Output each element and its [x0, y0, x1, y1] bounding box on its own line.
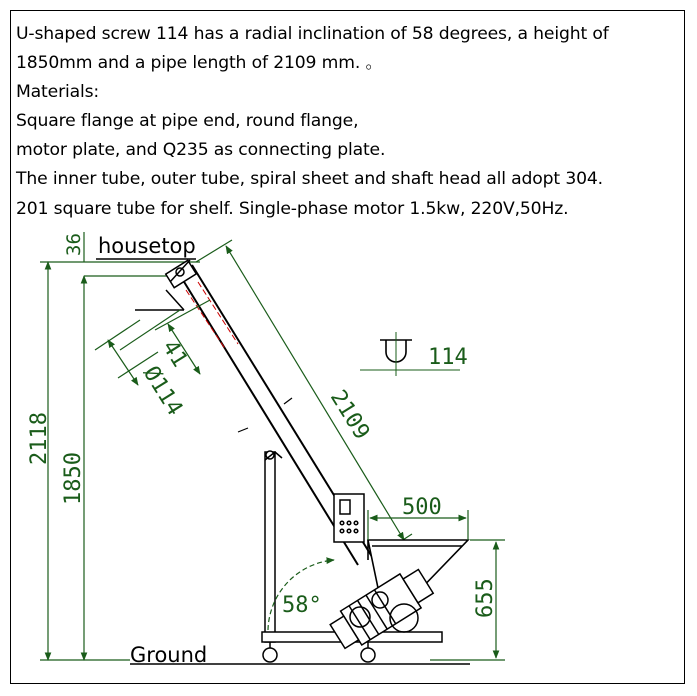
flange-offset-dim: 41 [156, 335, 193, 372]
spec-line-7: 201 square tube for shelf. Single-phase motor 1.5kw, 220V,50Hz. [16, 198, 569, 219]
total-height-dim: 2118 [27, 412, 52, 465]
hopper-height-dim: 655 [473, 578, 498, 618]
spec-line-6: The inner tube, outer tube, spiral sheet and shaft head all adopt 304. [16, 169, 604, 190]
hopper-width-dim: 500 [402, 495, 442, 520]
housetop-label: housetop [98, 234, 196, 258]
height-dimensions [40, 232, 200, 660]
angle-dim: 58° [282, 593, 322, 618]
diameter-dim: Ø114 [137, 361, 188, 421]
spec-line-5: motor plate, and Q235 as connecting plate. [16, 140, 386, 161]
discharge-height-dim: 1850 [61, 452, 86, 505]
pipe-length-dim: 2109 [324, 385, 375, 445]
spec-line-2: 1850mm and a pipe length of 2109 mm. 。 [16, 53, 383, 74]
profile-label: 114 [428, 345, 468, 370]
spec-line-1: U-shaped screw 114 has a radial inclination of 58 degrees, a height of [16, 24, 609, 44]
spec-line-4: Square flange at pipe end, round flange, [16, 111, 359, 132]
pipe-length-dimension [196, 240, 412, 556]
spec-line-3: Materials: [16, 82, 100, 103]
ground-label: Ground [130, 643, 208, 667]
top-offset-dim: 36 [63, 233, 85, 256]
control-box [334, 494, 364, 542]
support-column [265, 451, 282, 642]
